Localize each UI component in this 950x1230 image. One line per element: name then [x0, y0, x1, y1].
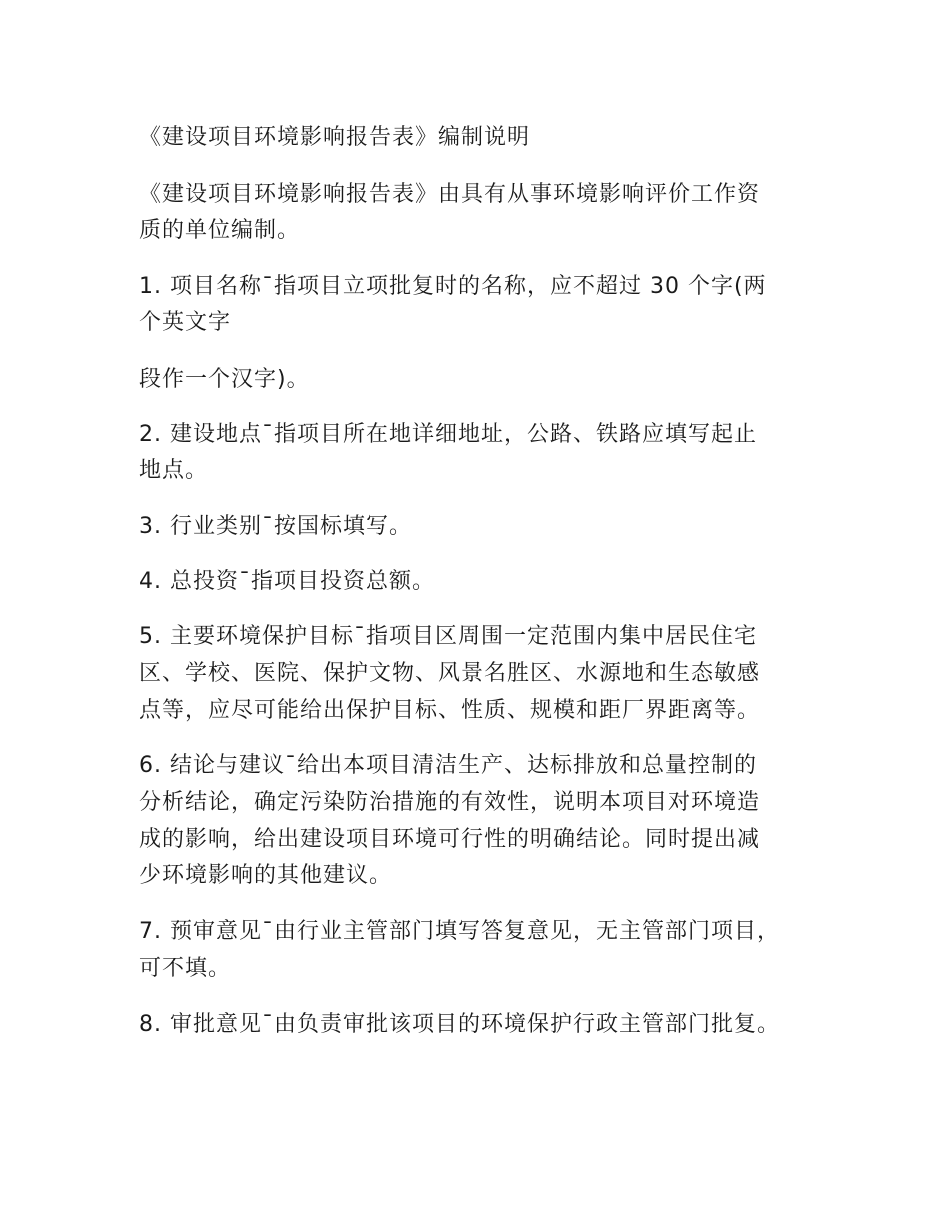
item-1-line-2: 个英文字	[139, 310, 232, 335]
item-6-line-4: 少环境影响的其他建议。	[139, 863, 393, 888]
item-5-line-3: 点等，应尽可能给出保护目标、性质、规模和距厂界距离等。	[139, 698, 761, 723]
item-4-line-1: 4. 总投资¯指项目投资总额。	[139, 569, 435, 594]
item-5-line-1: 5. 主要环境保护目标¯指项目区周围一定范围内集中居民住宅	[139, 624, 757, 649]
item-2-line-2: 地点。	[139, 458, 209, 483]
item-6-line-2: 分析结论，确定污染防治措施的有效性，说明本项目对环境造	[139, 790, 761, 815]
item-1-line-1: 1. 项目名称¯指项目立项批复时的名称，应不超过 30 个字(两	[139, 274, 767, 299]
item-3-line-1: 3. 行业类别¯按国标填写。	[139, 514, 412, 539]
intro-line-2: 质的单位编制。	[139, 218, 301, 243]
item-6-line-1: 6. 结论与建议¯给出本项目清洁生产、达标排放和总量控制的	[139, 753, 757, 778]
item-6-line-3: 成的影响，给出建设项目环境可行性的明确结论。同时提出减	[139, 827, 761, 852]
document-title: 《建设项目环境影响报告表》编制说明	[139, 125, 531, 150]
intro-line-1: 《建设项目环境影响报告表》由具有从事环境影响评价工作资	[139, 182, 761, 207]
item-8-line-1: 8. 审批意见¯由负责审批该项目的环境保护行政主管部门批复。	[139, 1012, 780, 1037]
item-7-line-1: 7. 预审意见¯由行业主管部门填写答复意见，无主管部门项目，	[139, 919, 780, 944]
item-1-line-3: 段作一个汉字)。	[139, 367, 310, 392]
item-5-line-2: 区、学校、医院、保护文物、风景名胜区、水源地和生态敏感	[139, 661, 761, 686]
item-2-line-1: 2. 建设地点¯指项目所在地详细地址，公路、铁路应填写起止	[139, 422, 757, 447]
item-7-line-2: 可不填。	[139, 956, 232, 981]
